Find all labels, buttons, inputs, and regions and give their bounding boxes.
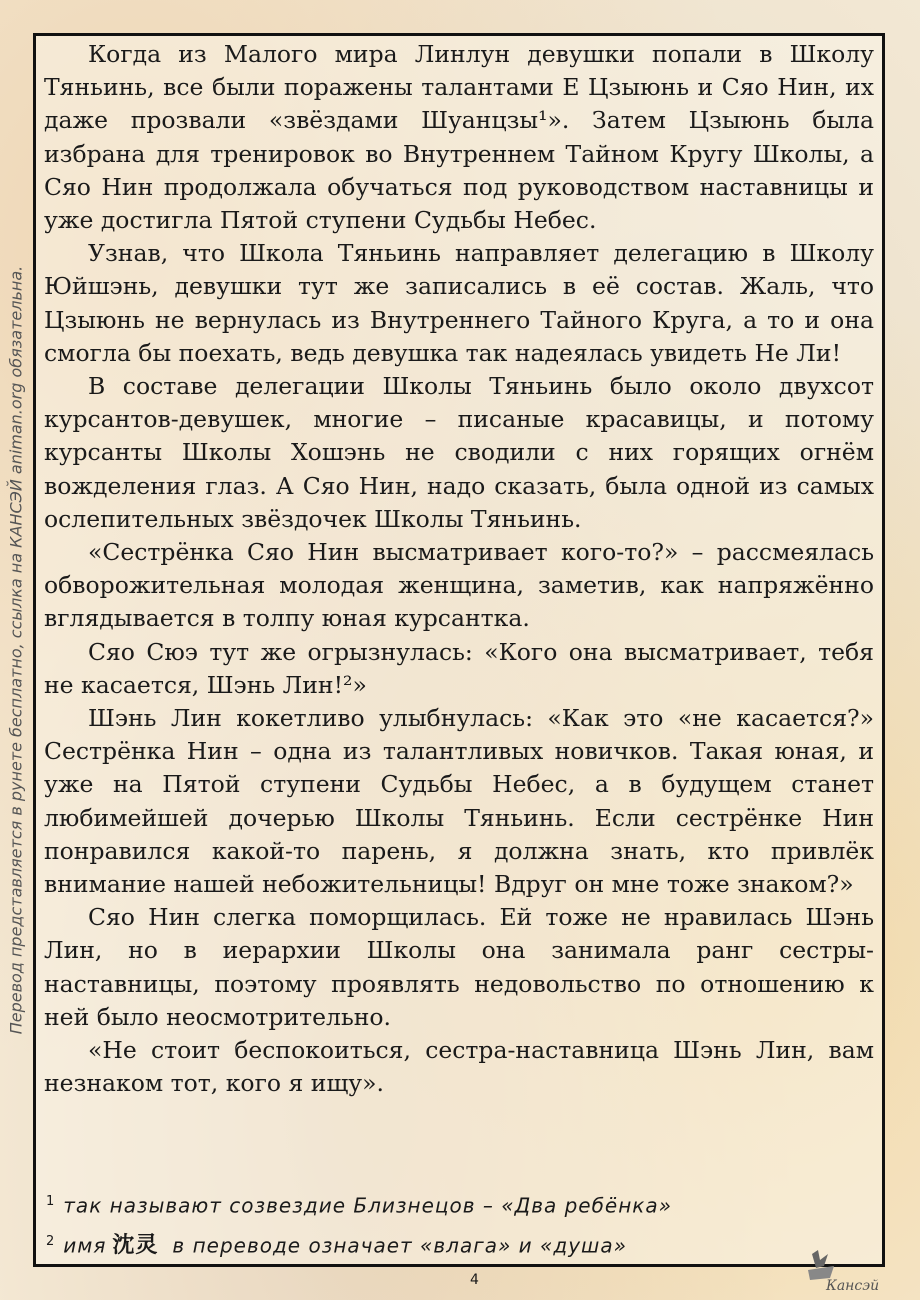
paragraph: «Не стоит беспокоиться, сестра-наставница Шэнь Лин, вам незнаком тот, кого я ищу».: [44, 1036, 874, 1098]
paragraph: «Сестрёнка Сяо Нин высматривает кого-то?» – рассмеялась обворожительная молодая женщина, заметив, как напряжённо вглядывается в толпу юная курсантка.: [44, 538, 874, 633]
kansei-logo: [804, 1248, 880, 1296]
footnote-mark: 2: [46, 1233, 56, 1249]
svg-text:Кансэй: Кансэй: [826, 1278, 880, 1294]
footnote-text: имя: [63, 1233, 107, 1258]
translation-notice: [2, 0, 30, 1300]
footnote-1: [46, 1184, 866, 1224]
paragraph: Шэнь Лин кокетливо улыбнулась: «Как это «не касается?» Сестрёнка Нин – одна из талантливых новичков. Такая юная, и уже на Пятой ступени Судьбы Небес, а в будущем станет любимейшей дочерью Школы Тяньинь. Если сестрёнке Нин понравился какой-то парень, я должна знать, кто привлёк внимание нашей небожительницы! Вдруг он мне тоже знаком?»: [44, 704, 874, 899]
paragraph: Сяо Сюэ тут же огрызнулась: «Кого она высматривает, тебя не касается, Шэнь Лин!²»: [44, 637, 874, 699]
paragraph: Когда из Малого мира Линлун девушки попали в Школу Тяньинь, все были поражены талантами Е Цзыюнь и Сяо Нин, их даже прозвали «звёздами Шуанцзы¹». Затем Цзыюнь была избрана для тренировок во Внутреннем Тайном Кругу Школы, а Сяо Нин продолжала обучаться под руководством наставницы и уже достигла Пятой ступени Судьбы Небес.: [44, 40, 874, 235]
paragraph: В составе делегации Школы Тяньинь было около двухсот курсантов-девушек, многие – писаные красавицы, и потому курсанты Школы Хошэнь не сводили с них горящих огнём вожделения глаз. А Сяо Нин, надо сказать, была одной из самых ослепительных звёздочек Школы Тяньинь.: [44, 372, 874, 533]
main-text: [44, 38, 874, 1101]
footnote-text: в переводе означает «влага» и «душа»: [172, 1233, 627, 1258]
footnote-text: так называют созвездие Близнецов – «Два ребёнка»: [63, 1193, 672, 1218]
footnotes: [46, 1184, 866, 1264]
translation-notice-text: Перевод представляется в рунете бесплатно, ссылка на КАНСЭЙ animan.org обязательна.: [6, 265, 26, 1035]
footnote-2: [46, 1224, 866, 1265]
footnote-mark: 1: [46, 1194, 56, 1209]
footnote-hanzi: 沈灵: [112, 1233, 159, 1259]
paragraph: Сяо Нин слегка поморщилась. Ей тоже не нравилась Шэнь Лин, но в иерархии Школы она занимала ранг сестры-наставницы, поэтому проявлять недовольство по отношению к ней было неосмотрительно.: [44, 903, 874, 1031]
page-number: 4: [470, 1272, 479, 1288]
paragraph: Узнав, что Школа Тяньинь направляет делегацию в Школу Юйшэнь, девушки тут же записались в её состав. Жаль, что Цзыюнь не вернулась из Внутреннего Тайного Круга, а то и она смогла бы поехать, ведь девушка так надеялась увидеть Не Ли!: [44, 239, 874, 367]
